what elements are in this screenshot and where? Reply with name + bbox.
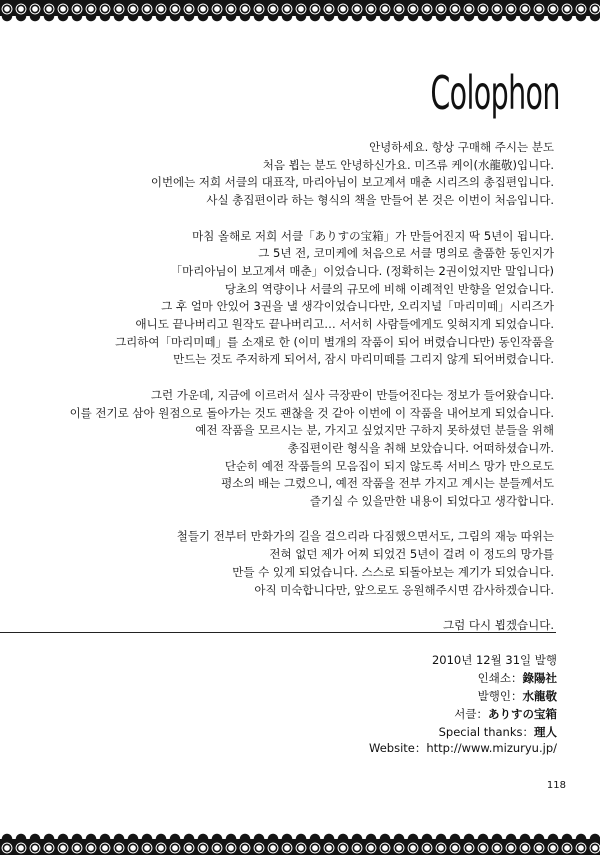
thanks-value: 理人	[534, 725, 557, 739]
page-title: Colophon	[430, 66, 560, 120]
paragraph-gap	[34, 210, 554, 228]
printer-label: 인쇄소：	[477, 671, 523, 685]
paragraph-line: 이를 전기로 삼아 원점으로 돌아가는 것도 괜찮을 것 같아 이번에 이 작품을 내어보게 되었습니다.	[69, 405, 554, 420]
publisher-label: 발행인：	[477, 689, 523, 703]
paragraph-line: 그리하여「마리미떼」를 소재로 한 (이미 별개의 작품이 되어 버렸습니다만) 동인작품을	[115, 334, 554, 349]
website-link: Website：http://www.mizuryu.jp/	[369, 741, 557, 755]
paragraph-line: 평소의 배는 그렸으니, 예전 작품을 전부 가지고 계시는 분들께서도	[221, 476, 554, 491]
colophon-info	[432, 651, 557, 741]
paragraph-gap	[34, 599, 554, 617]
publisher-value: 水龍敬	[522, 689, 557, 703]
paragraph-line: 그 후 얼마 안있어 3권을 낼 생각이었습니다만, 오리지널「마리미떼」시리즈가	[161, 299, 554, 314]
paragraph-line: 사실 총집편이라 하는 형식의 책을 만들어 본 것은 이번이 처음입니다.	[206, 193, 554, 208]
thanks-row	[432, 723, 557, 741]
publication-date: 2010년 12월 31일 발행	[431, 653, 557, 667]
paragraph-line: 안녕하세요. 항상 구매해 주시는 분도	[369, 140, 554, 154]
paragraph-line: 전혀 없던 제가 어찌 되었건 5년이 걸려 이 정도의 망가를	[269, 547, 554, 562]
lace-scallop-top	[0, 16, 600, 22]
paragraph-line: 만드는 것도 주저하게 되어서, 잠시 마리미떼를 그리지 않게 되어버렸습니다.	[173, 352, 554, 367]
paragraph-gap	[34, 369, 554, 387]
divider	[0, 632, 556, 633]
paragraph-line: 그런 가운데, 지금에 이르러서 실사 극장판이 만들어진다는 정보가 들어왔습니다.	[150, 387, 554, 402]
printer-value: 錄陽社	[522, 671, 557, 685]
paragraph-line: 총집편이란 형식을 취해 보았습니다. 어떠하셨습니까.	[287, 440, 554, 455]
lace-border-bottom	[0, 839, 600, 855]
paragraph-line: 마침 올해로 저희 서클「ありすの宝箱」가 만들어진지 딱 5년이 됩니다.	[192, 228, 554, 243]
paragraph-line: 그 5년 전, 코미케에 처음으로 서클 명의로 출품한 동인지가	[258, 246, 554, 261]
paragraph-line: 철들기 전부터 만화가의 길을 걸으리라 다짐했으면서도, 그림의 재능 따위는	[176, 529, 554, 544]
paragraph-gap	[34, 511, 554, 529]
afterword-text	[34, 139, 554, 635]
printer-row	[432, 669, 557, 687]
paragraph-line: 처음 뵙는 분도 안녕하신가요. 미즈류 케이(水龍敬)입니다.	[262, 157, 554, 172]
paragraph-line: 이번에는 저희 서클의 대표작, 마리아님이 보고계셔 매춘 시리즈의 총집편입니다.	[150, 175, 554, 190]
paragraph-line: 「마리아님이 보고계셔 매춘」이었습니다. (정확히는 2권이었지만 말입니다)	[170, 263, 554, 278]
paragraph-line: 즐기실 수 있을만한 내용이 되었다고 생각합니다.	[309, 494, 554, 509]
closing-line: 그럼 다시 뵙겠습니다.	[443, 617, 554, 632]
circle-label: 서클：	[454, 707, 488, 721]
paragraph-line: 애니도 끝나버리고 원작도 끝나버리고… 서서히 사람들에게도 잊혀지게 되었습니다.	[135, 317, 554, 332]
paragraph-line: 예전 작품을 모르시는 분, 가지고 싶었지만 구하지 못하셨던 분들을 위해	[195, 423, 554, 438]
paragraph-line: 아직 미숙합니다만, 앞으로도 응원해주시면 감사하겠습니다.	[254, 582, 554, 597]
circle-value: ありすの宝箱	[488, 707, 557, 721]
page-number: 118	[546, 780, 566, 791]
circle-row	[432, 705, 557, 723]
paragraph-line: 단순히 예전 작품들의 모음집이 되지 않도록 서비스 망가 만으로도	[224, 458, 554, 473]
paragraph-line: 만들 수 있게 되었습니다. 스스로 되돌아보는 계기가 되었습니다.	[232, 564, 554, 579]
paragraph-line: 당초의 역량이나 서클의 규모에 비해 이례적인 반향을 얻었습니다.	[224, 281, 554, 296]
publisher-row	[432, 687, 557, 705]
lace-border-top	[0, 0, 600, 16]
thanks-label: Special thanks：	[438, 725, 534, 739]
